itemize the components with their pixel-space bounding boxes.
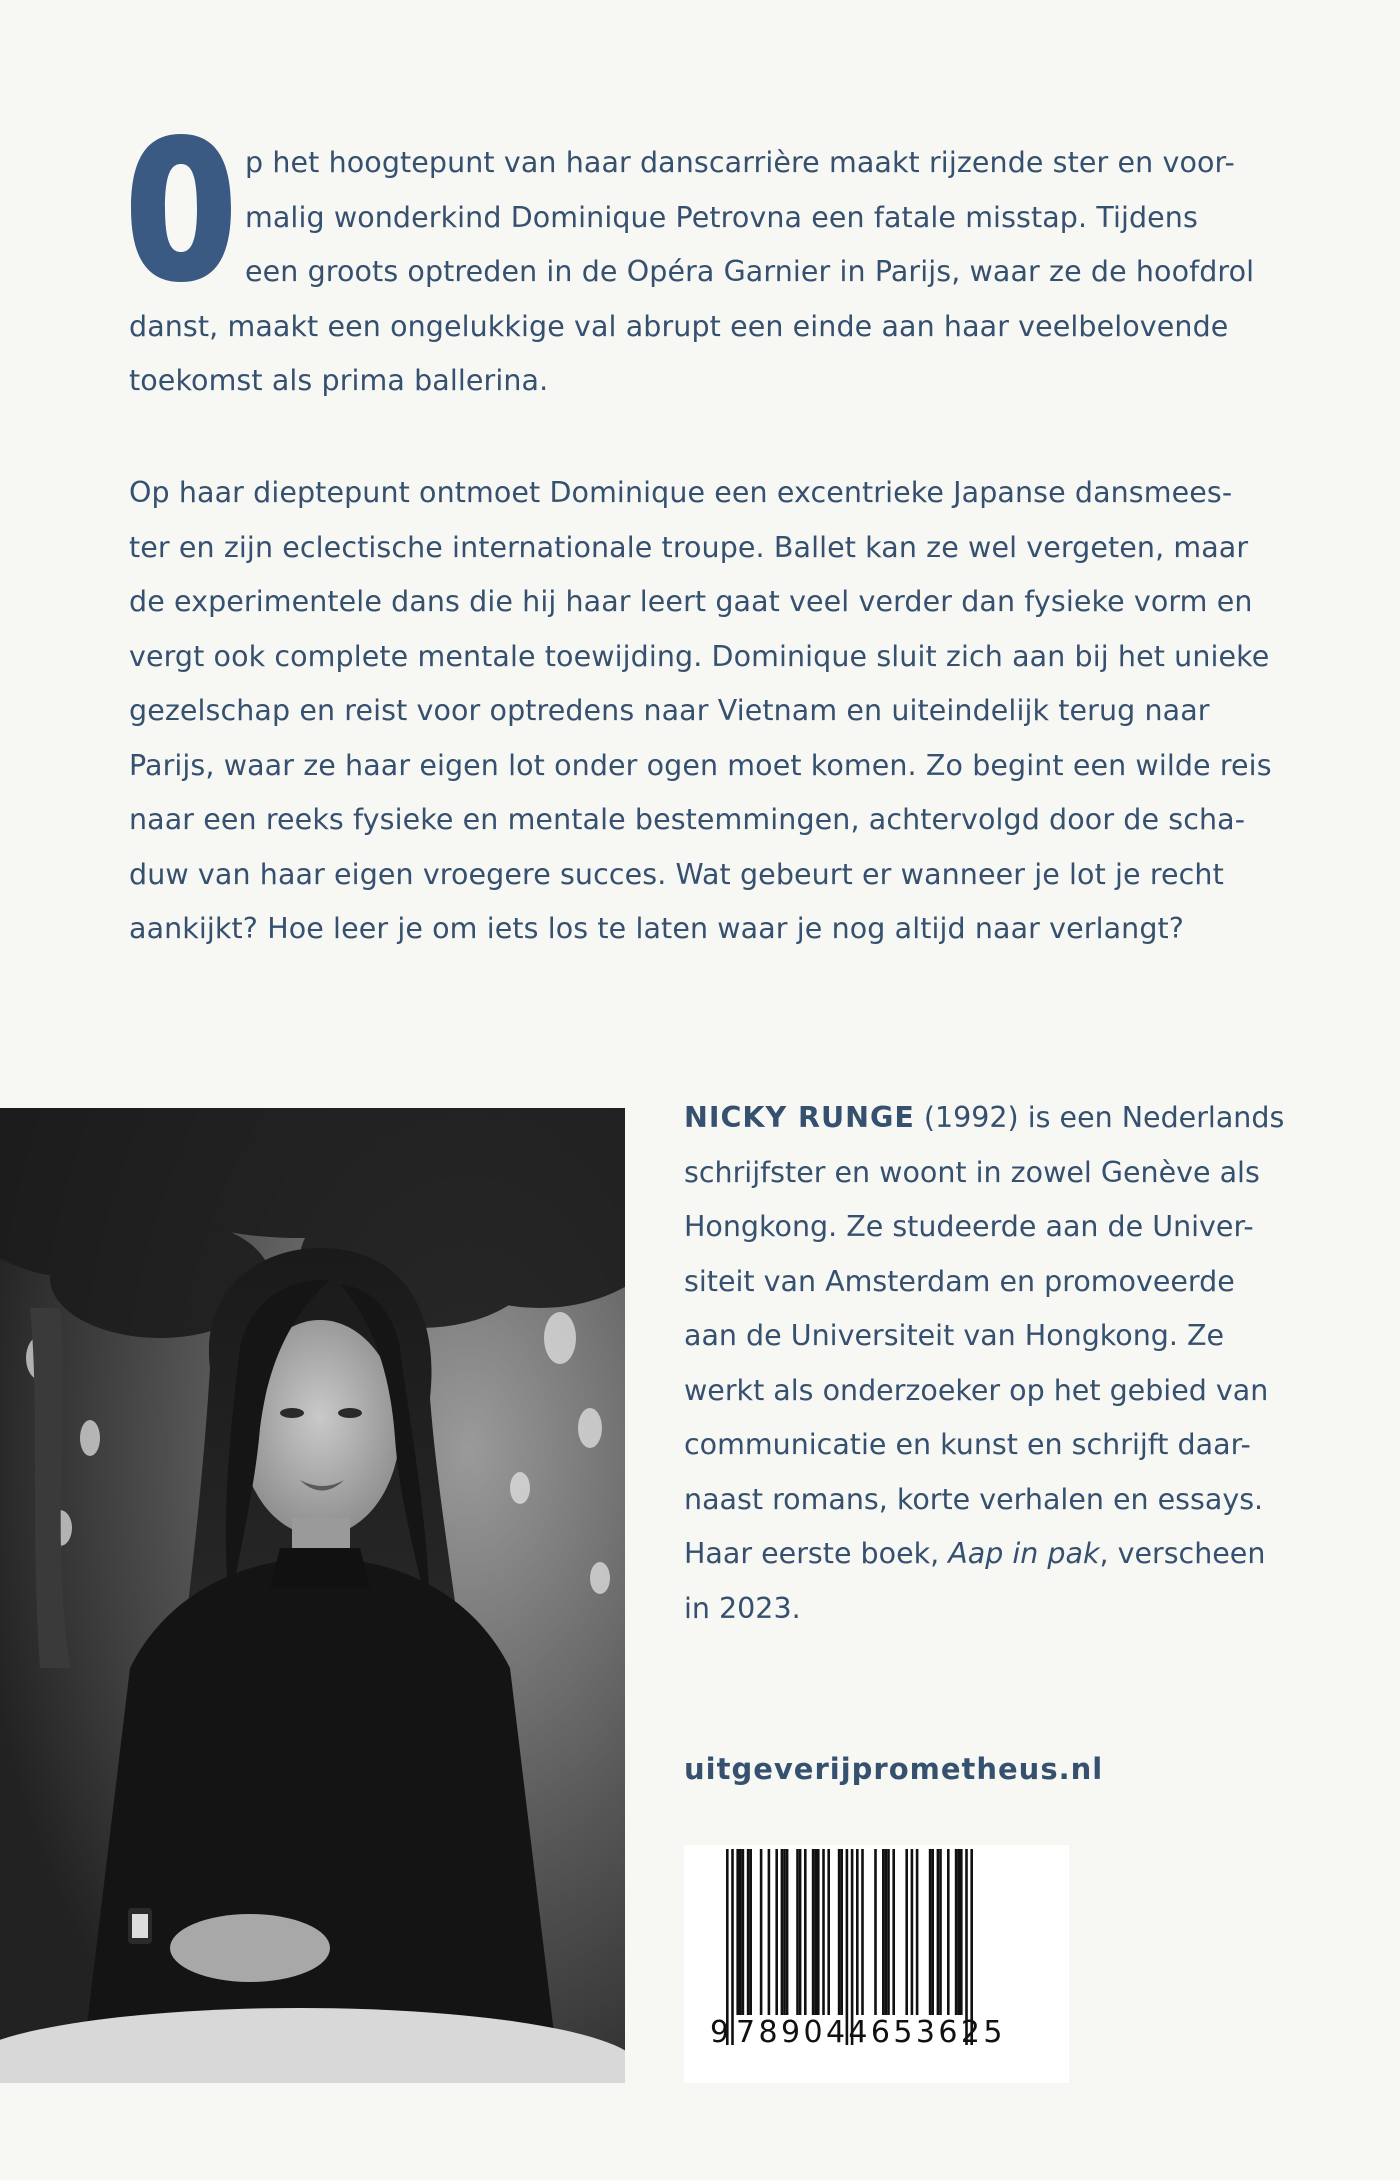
bio-line-1-rest: (1992) is een Nederlands: [914, 1101, 1285, 1134]
barcode-bar: [838, 1849, 841, 2015]
barcode-bar: [892, 1849, 895, 2015]
barcode-bar: [749, 1849, 752, 2015]
barcode-bar: [931, 1849, 934, 2015]
bio-line: naast romans, korte verhalen en essays.: [684, 1482, 1264, 1516]
barcode-bar: [814, 1849, 817, 2015]
bio-line: in 2023.: [684, 1591, 801, 1625]
barcode-bar: [804, 1849, 807, 2015]
blurb-line: ter en zijn eclectische internationale troupe. Ballet kan ze wel vergeten, maar: [129, 530, 1249, 564]
bio-line: [684, 1091, 1304, 1146]
author-bio: [684, 1091, 1304, 1636]
blurb-line: de experimentele dans die hij haar leert gaat veel verder dan fysieke vorm en: [129, 585, 1253, 618]
bio-line: [684, 1527, 1304, 1582]
barcode-bar: [799, 1849, 802, 2015]
barcode-bar: [885, 1849, 888, 2015]
barcode-bar: [882, 1849, 885, 2015]
blurb-line: Op haar dieptepunt ontmoet Dominique een excentrieke Japanse dansmees-: [129, 476, 1233, 509]
barcode-rest-digits: 789044653625: [736, 2015, 1006, 2050]
bio-line: werkt als onderzoeker op het gebied van: [684, 1373, 1269, 1407]
author-photo-image: [0, 1108, 625, 2083]
bio-line-9-pre: Haar eerste boek,: [684, 1537, 949, 1570]
barcode-bar: [856, 1849, 859, 2015]
barcode-bar: [905, 1849, 908, 2015]
bio-line: aan de Universiteit van Hongkong. Ze: [684, 1319, 1225, 1352]
author-photo: [0, 1108, 625, 2083]
barcode-bar: [840, 1849, 843, 2015]
bio-line: communicatie en kunst en schrijft daar-: [684, 1428, 1251, 1461]
blurb-line: aankijkt? Hoe leer je om iets los te laten waar je nog altijd naar verlangt?: [129, 912, 1185, 945]
barcode-bar: [760, 1849, 763, 2015]
blurb-line: Parijs, waar ze haar eigen lot onder ogen moet komen. Zo begint een wilde reis: [129, 748, 1272, 782]
barcode-bar: [736, 1849, 739, 2015]
barcode-bar: [947, 1849, 950, 2015]
barcode-bar: [955, 1849, 958, 2015]
barcode-bar: [786, 1849, 789, 2015]
bio-line: siteit van Amsterdam en promoveerde: [684, 1264, 1235, 1298]
blurb-line: duw van haar eigen vroegere succes. Wat gebeurt er wanneer je lot je recht: [129, 857, 1224, 891]
author-name: NICKY RUNGE: [684, 1101, 915, 1134]
barcode-bar: [781, 1849, 784, 2015]
blurb-paragraph-1: [129, 136, 1274, 409]
bio-line: schrijfster en woont in zowel Genève als: [684, 1155, 1260, 1189]
blurb-paragraph-2: [129, 466, 1274, 957]
barcode-bar: [796, 1849, 799, 2015]
barcode-bar: [742, 1849, 745, 2015]
isbn-barcode: [684, 1845, 1069, 2083]
blurb-line: een groots optreden in de Opéra Garnier in Parijs, waar ze de hoofdrol: [245, 255, 1255, 288]
barcode-bar: [783, 1849, 786, 2015]
barcode-bar: [887, 1849, 890, 2015]
barcode-bar: [747, 1849, 750, 2015]
barcode-bar: [916, 1849, 919, 2015]
barcode-bar: [775, 1849, 778, 2015]
barcode-bar: [822, 1849, 825, 2015]
barcode-first-digit: 9: [710, 2015, 733, 2050]
barcode-bar: [937, 1849, 940, 2015]
publisher-website-link[interactable]: uitgeverijprometheus.nl: [684, 1752, 1104, 1786]
blurb-line: naar een reeks fysieke en mentale bestemmingen, achtervolgd door de scha-: [129, 803, 1246, 836]
barcode-bar: [739, 1849, 742, 2015]
barcode-bar: [911, 1849, 914, 2015]
blurb-line: p het hoogtepunt van haar danscarrière maakt rijzende ster en voor-: [245, 146, 1235, 179]
barcode-bar: [817, 1849, 820, 2015]
blurb-line: vergt ook complete mentale toewijding. Dominique sluit zich aan bij het unieke: [129, 639, 1270, 673]
bio-line: Hongkong. Ze studeerde aan de Univer-: [684, 1210, 1254, 1243]
barcode-bar: [929, 1849, 932, 2015]
barcode-bar: [827, 1849, 830, 2015]
book-title: Aap in pak: [948, 1537, 1100, 1570]
barcode-bar: [874, 1849, 877, 2015]
barcode-bar: [812, 1849, 815, 2015]
barcode-bar: [957, 1849, 960, 2015]
blurb-line: toekomst als prima ballerina.: [129, 364, 549, 397]
barcode-bar: [861, 1849, 864, 2015]
barcode-bar: [768, 1849, 771, 2015]
barcode-bar: [960, 1849, 963, 2015]
barcode-bar: [939, 1849, 942, 2015]
blurb-line: malig wonderkind Dominique Petrovna een fatale misstap. Tijdens: [245, 200, 1198, 234]
bio-line-9-post: , verscheen: [1099, 1537, 1266, 1570]
blurb-line: gezelschap en reist voor optredens naar Vietnam en uiteindelijk terug naar: [129, 694, 1210, 727]
blurb-line: danst, maakt een ongelukkige val abrupt een einde aan haar veelbelovende: [129, 309, 1229, 343]
